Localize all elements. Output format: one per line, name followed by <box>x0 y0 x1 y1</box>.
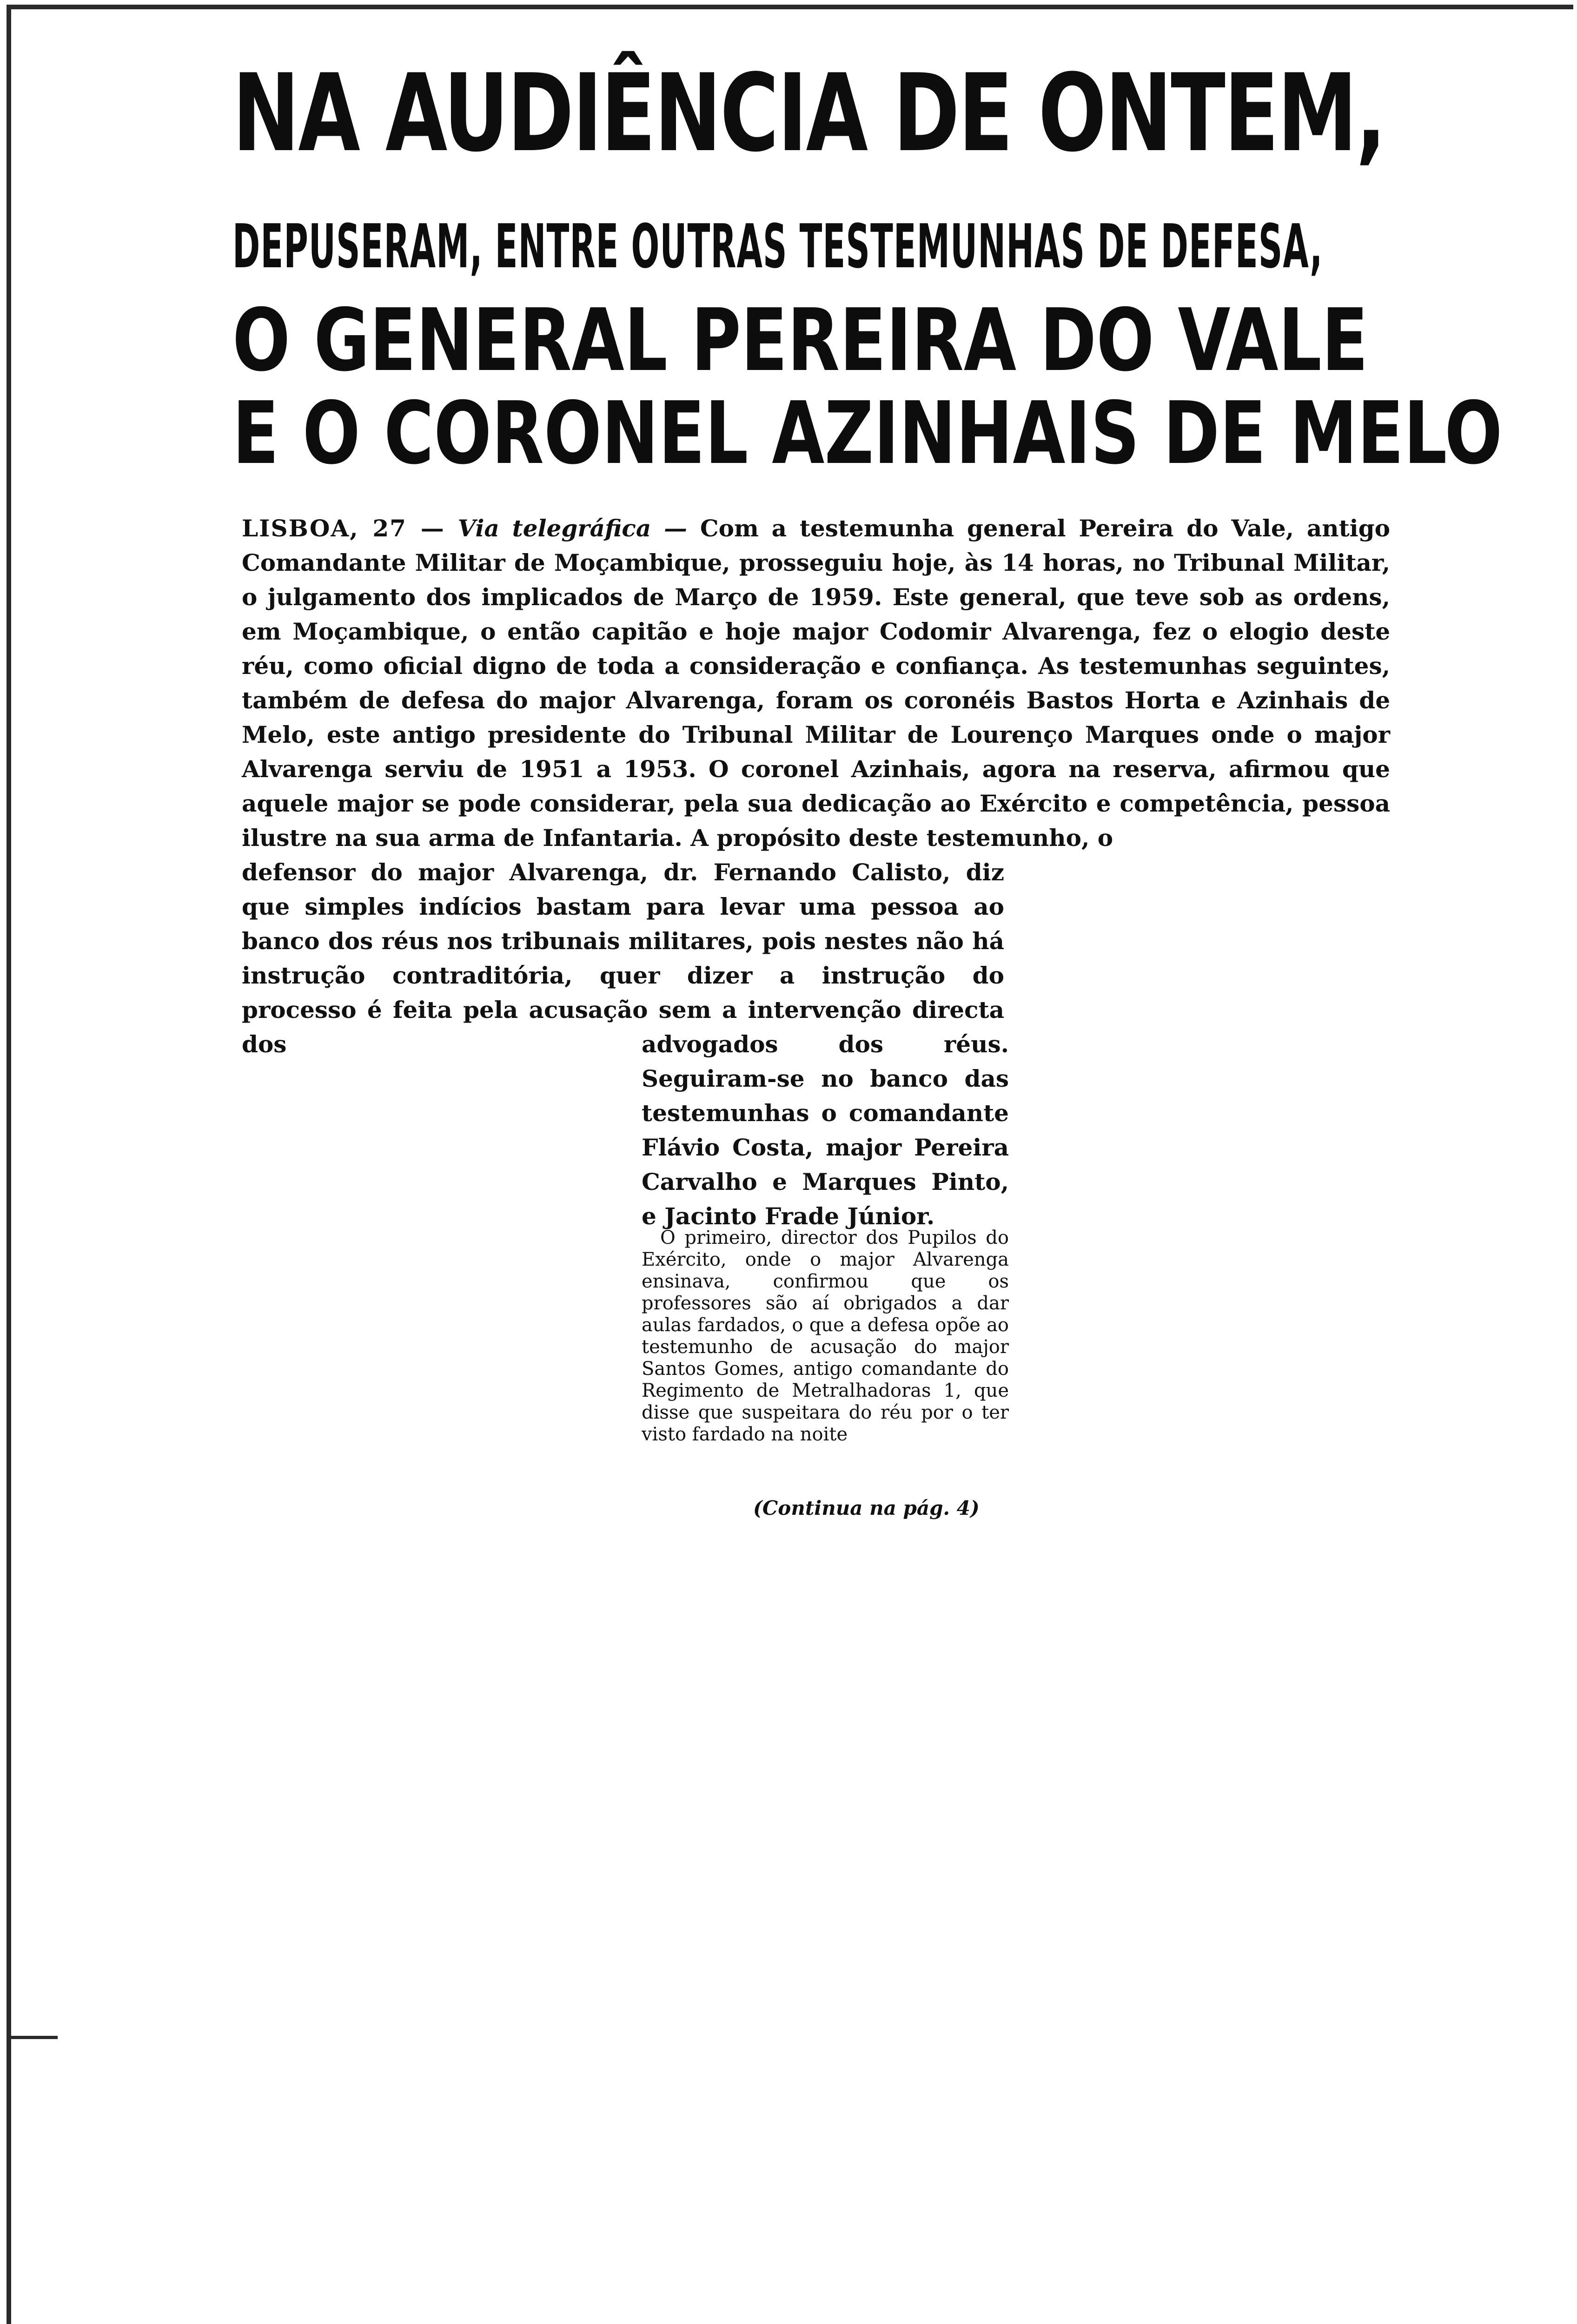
scan-border-left <box>7 5 11 2324</box>
continuation-note: (Continua na pág. 4) <box>753 1497 980 1519</box>
headline-line-4: E O CORONEL AZINHAIS DE MELO <box>232 383 1503 483</box>
headline-line-1: NA AUDIÊNCIA DE ONTEM, <box>232 52 1385 176</box>
headline-line-3: O GENERAL PEREIRA DO VALE <box>232 290 1368 390</box>
article-lead-paragraph <box>242 511 1390 855</box>
scan-margin-tick <box>7 2036 58 2039</box>
article-body-full-width: Com a testemunha general Pereira do Vale, antigo Comandante Militar de Moçambique, prosseguiu hoje, às 14 horas, no Tribunal Militar, o julgamento dos implicados de Março de 1959. Este general, que teve sob as ordens, em Moçambique, o então capitão e hoje major Codomir Alvarenga, fez o elogio deste réu, como oficial digno de toda a consideração e confiança. As testemunhas seguintes, também de defesa do major Alvarenga, foram os coronéis Bastos Horta e Azinhais de Melo, este antigo presidente do Tribunal Militar de Lourenço Marques onde o major Alvarenga serviu de 1951 a 1953. O coronel Azinhais, agora na reserva, afirmou que aquele major se pode considerar, pela sua dedicação ao Exército e competência, pessoa ilustre na sua arma de Infantaria. A propósito deste testemunho, o <box>242 515 1390 852</box>
scan-border-top <box>7 5 1573 9</box>
article-body-narrow-column: advogados dos réus. Seguiram-se no banco das testemunhas o comandante Flávio Costa, major Pereira Carvalho e Marques Pinto, e Jacinto Frade Júnior. <box>642 1030 1009 1230</box>
article-second-paragraph: O primeiro, director dos Pupilos do Exército, onde o major Alvarenga ensinava, confirmou que os professores são aí obrigados a dar aulas fardados, o que a defesa opõe ao testemunho de acusação do major Santos Gomes, antigo comandante do Regimento de Metralhadoras 1, que disse que suspeitara do réu por o ter visto fardado na noite <box>642 1227 1009 1445</box>
dateline-source: Via telegráfica — <box>457 515 688 542</box>
article-body-mid-width: defensor do major Alvarenga, dr. Fernando Calisto, diz que simples indícios bastam para levar uma pessoa ao banco dos réus nos tribunais militares, pois nestes não há instrução contraditória, quer dizer a instrução do processo é feita pela acusação sem a intervenção directa dos <box>242 858 1004 1058</box>
dateline-place: LISBOA, 27 — <box>242 515 445 542</box>
headline-line-2: DEPUSERAM, ENTRE OUTRAS TESTEMUNHAS DE DEFESA, <box>232 211 1323 282</box>
